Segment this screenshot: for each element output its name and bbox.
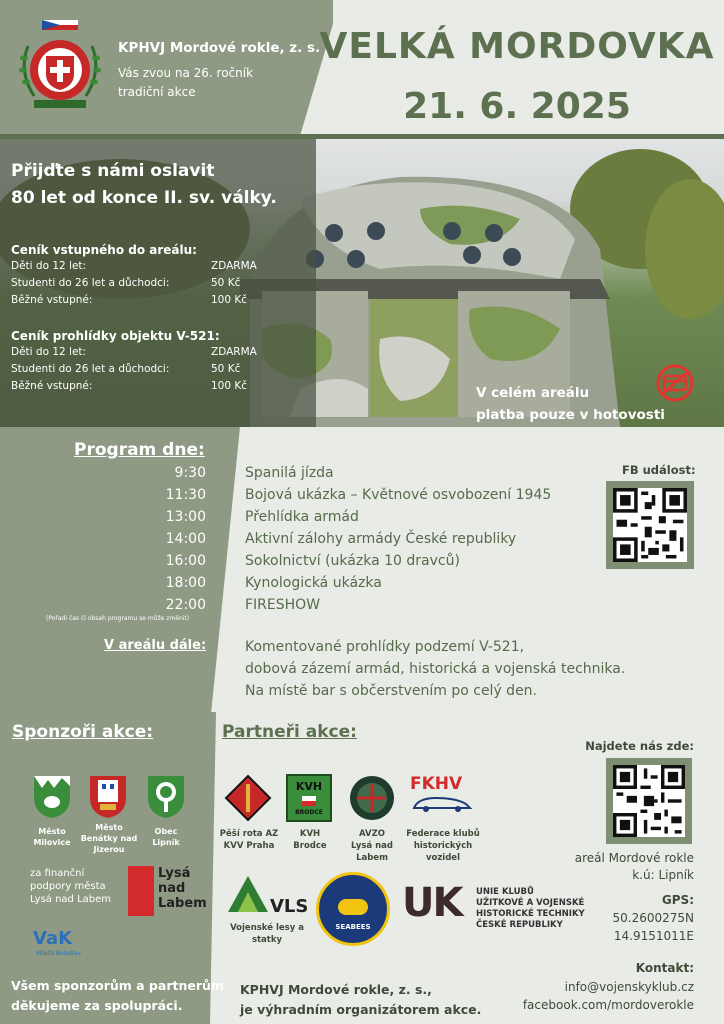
partner-caption [220,922,314,946]
program-time: 11:30 [165,487,206,503]
price-row [11,294,271,311]
invitation-line-1: Vás zvou na 26. ročník [118,66,254,80]
gps-label: GPS: [661,893,694,907]
price-heading-area: Ceník vstupného do areálu: [11,243,197,257]
sponsor-caption-line: Obec [154,827,178,836]
fin-line: za finanční [30,868,85,879]
program-event: Sokolnictví (ukázka 10 dravců) [245,553,460,569]
fkhv-logo-text: FKHV [410,774,463,794]
organiser-line: KPHVJ Mordové rokle, z. s., [240,982,432,997]
sponsor-caption-line: Město [38,827,66,836]
price-label: Běžné vstupné: [11,380,93,392]
place-line: areál Mordové rokle [574,851,694,865]
also-line: dobová zázemí armád, historická a vojenská technika. [245,661,626,677]
sponsor-caption-line: Lipník [152,838,180,847]
program-time: 16:00 [165,553,206,569]
program-time: 13:00 [165,509,206,525]
cash-line-1: V celém areálu [476,385,590,401]
uk-line: ČESKÉ REPUBLIKY [476,920,563,930]
bee-icon [338,899,368,915]
thanks-text [11,976,224,1016]
organiser-statement [240,980,481,1020]
invitation-line-2: tradiční akce [118,85,196,99]
place-text [575,850,694,884]
program-event: Přehlídka armád [245,509,359,525]
cash-only-notice [476,382,665,426]
partner-caption [282,828,338,852]
price-label: Běžné vstupné: [11,294,93,306]
uk-line: HISTORICKÉ TECHNIKY [476,909,585,919]
fb-qr-code[interactable] [606,481,694,569]
price-value: 50 Kč [211,277,241,289]
partner-caption [214,828,284,852]
program-time: 14:00 [165,531,206,547]
price-row [11,363,271,380]
find-us-label: Najdete nás zde: [585,739,694,753]
kvh-brodce-logo [286,774,332,822]
price-row [11,346,271,363]
uk-line: UŽITKOVÉ A VOJENSKÉ [476,898,585,908]
price-label: Děti do 12 let: [11,260,87,272]
price-row [11,380,271,397]
benatky-crest-icon [88,774,128,820]
vak-logo: VaK [33,928,73,949]
lysa-logo-text [158,866,207,911]
partners-heading: Partneři akce: [222,722,357,742]
partner-caption-line: KVV Praha [223,841,275,851]
partner-caption [402,828,484,864]
czech-flag-icon [302,796,316,806]
partner-caption-line: Lysá nad [350,841,393,851]
price-table-area [11,260,271,311]
partner-caption-line: Pěší rota AZ [219,829,279,839]
vls-logo-text: VLS [270,896,309,917]
anniversary-line-2: 80 let od konce II. sv. války. [11,188,277,208]
also-line: Na místě bar s občerstvením po celý den. [245,683,538,699]
sponsor-caption [140,826,192,848]
thanks-line: Všem sponzorům a partnerům [11,978,224,993]
program-time: 18:00 [165,575,206,591]
anniversary-text [11,158,277,212]
vak-logo-sub: Mladá Boleslav [36,950,82,957]
sponsor-caption [80,822,138,855]
seabees-logo-text: SEABEES [335,923,371,931]
partner-caption-line: vozidel [425,853,460,863]
sponsors-heading: Sponzoři akce: [12,722,154,742]
partner-caption-line: Brodce [293,841,327,851]
invitation-text [118,64,298,102]
gps-lat: 50.2600275N [612,911,694,925]
milovice-crest-icon [32,774,72,820]
price-value: 100 Kč [211,294,248,306]
sponsor-caption-line: Milovice [33,838,71,847]
vls-triangle-icon [226,872,270,916]
lysa-line: Lysá [158,866,191,881]
price-label: Děti do 12 let: [11,346,87,358]
financial-support-text [30,867,126,906]
lysa-logo-icon [128,866,154,916]
partner-caption-line: KVH [299,829,321,839]
also-heading: V areálu dále: [104,638,207,653]
kvh-logo-text: KVH [295,780,323,793]
fb-event-label: FB událost: [622,463,696,477]
place-line: k.ú: Lipník [632,868,694,882]
program-time: 9:30 [174,465,206,481]
kvh-logo-sub: BRODCE [295,809,323,816]
gps-block [612,891,694,945]
contact-label: Kontakt: [635,961,694,975]
uk-logo-text [476,887,585,931]
contact-email-link[interactable]: info@vojenskyklub.cz [564,980,694,994]
anniversary-line-1: Přijďte s námi oslavit [11,161,215,181]
event-date: 21. 6. 2025 [403,86,631,127]
car-icon [410,794,474,814]
gps-lon: 14.9151011E [613,929,694,943]
program-event: Aktivní zálohy armády České republiky [245,531,517,547]
facebook-link[interactable]: facebook.com/mordoverokle [522,998,694,1012]
program-heading: Program dne: [74,440,205,460]
program-time: 22:00 [165,597,206,613]
sponsor-caption [24,826,80,848]
qr-code-icon [613,765,685,837]
also-text [245,636,695,702]
partner-caption-line: Labem [356,853,388,863]
price-row [11,277,271,294]
uk-line: UNIE KLUBŮ [476,887,534,897]
program-event: Bojová ukázka – Květnové osvobození 1945 [245,487,552,503]
fkhv-logo [410,774,474,818]
seabees-logo-icon [316,872,390,946]
also-line: Komentované prohlídky podzemí V-521, [245,639,525,655]
partner-caption-line: historických [413,841,473,851]
cash-line-2: platba pouze v hotovosti [476,407,665,423]
price-row [11,260,271,277]
program-event: Spanilá jízda [245,465,334,481]
fin-line: Lysá nad Labem [30,894,112,905]
organizer-name: KPHVJ Mordové rokle, z. s. [118,40,321,56]
sponsor-caption-line: Město [95,823,123,832]
event-title: VELKÁ MORDOVKA [319,26,715,67]
partner-caption-line: statky [251,935,283,945]
program-event: Kynologická ukázka [245,575,382,591]
price-heading-tour: Ceník prohlídky objektu V-521: [11,329,220,343]
partner-caption-line: AVZO [359,829,385,839]
uk-logo: UK [402,880,462,926]
thanks-line: děkujeme za spolupráci. [11,998,183,1013]
partner-caption [342,828,402,864]
avzo-logo-icon [348,774,396,822]
club-emblem-icon [14,16,106,112]
program-change-note: (Pořadí čas či obsah programu se může změnit) [46,615,190,622]
fin-line: podpory města [30,881,106,892]
partner-caption-line: Federace klubů [406,829,480,839]
lysa-line: Labem [158,896,207,911]
price-value: 100 Kč [211,380,248,392]
sponsor-caption-line: Benátky nad [80,834,138,843]
price-label: Studenti do 26 let a důchodci: [11,363,170,375]
location-qr-code[interactable] [606,758,692,844]
lysa-line: nad [158,881,186,896]
partner-caption-line: Vojenské lesy a [230,923,304,933]
organiser-line: je výhradním organizátorem akce. [240,1002,482,1017]
sponsor-caption-line: Jizerou [93,845,125,854]
price-table-tour [11,346,271,397]
price-value: 50 Kč [211,363,241,375]
rota-az-badge-icon [224,774,272,822]
program-event: FIRESHOW [245,597,321,613]
lipnik-crest-icon [146,774,186,820]
price-value: ZDARMA [211,260,257,272]
price-value: ZDARMA [211,346,257,358]
price-label: Studenti do 26 let a důchodci: [11,277,170,289]
qr-code-icon [613,488,687,562]
